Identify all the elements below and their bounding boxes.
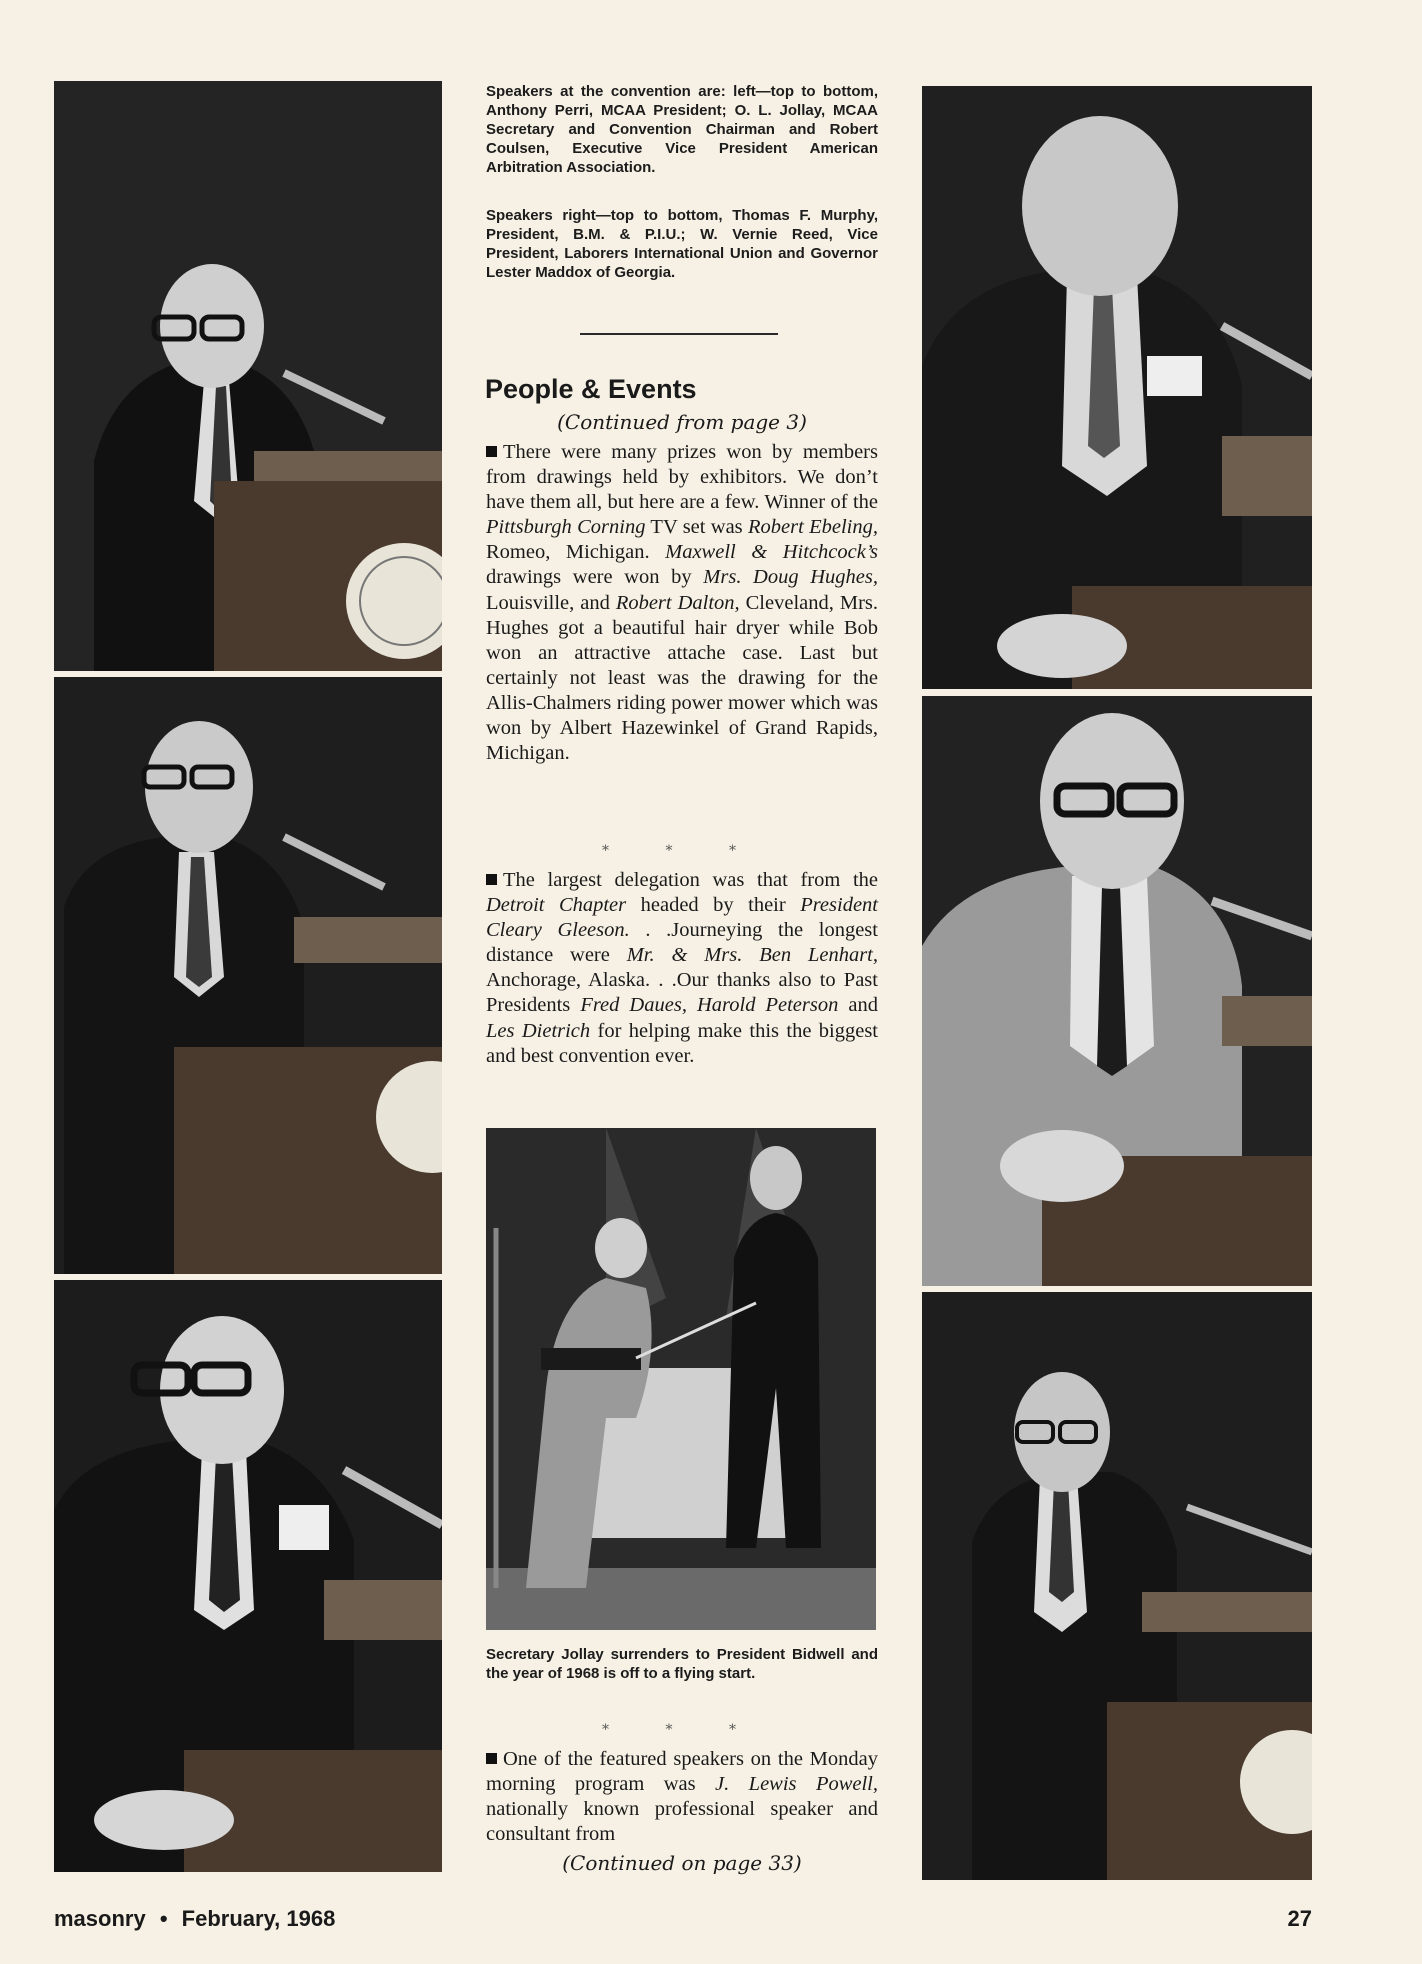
separator-stars: * * * <box>602 1722 762 1738</box>
paragraph-text <box>486 869 878 1067</box>
italic-run: Robert Ebeling, <box>747 516 878 539</box>
continued-on: (Continued on page 33) <box>562 1851 802 1875</box>
photo-speaker-perri <box>54 81 442 671</box>
separator-stars: * * * <box>602 843 762 859</box>
italic-run: J. Lewis Powell, <box>715 1773 879 1796</box>
text-run: The largest delegation was that from the <box>503 869 878 891</box>
page-number: 27 <box>1287 1906 1312 1931</box>
photo-speaker-maddox <box>922 1292 1312 1880</box>
text-run: Cleveland, Mrs. Hughes got a beautiful hair dryer while Bob won an attractive attache case. Last but certainly not least was the drawing for the Allis-Chalmers riding power mower which was won by Albert Hazewinkel of Grand Rapids, Michigan. <box>486 591 878 765</box>
text-run: There were many prizes won by members from drawings held by exhibitors. We don’t have them all, but here are a few. Winner of the <box>486 441 878 514</box>
photo-jollay-bidwell <box>486 1128 876 1630</box>
italic-run: Fred Daues, Harold Peterson <box>580 994 839 1017</box>
photo-speaker-reed <box>922 696 1312 1286</box>
paragraph-text <box>486 441 878 764</box>
article-paragraph-prizes <box>486 440 878 766</box>
italic-run: Detroit Chapter <box>486 894 627 917</box>
caption-speakers-left: Speakers at the convention are: left—top to bottom, Anthony Perri, MCAA President; O. L. Jollay, MCAA Secretary and Convention Chairman and Robert Coulsen, Executive Vice President American Arbitration Association. <box>486 83 878 176</box>
bullet-icon <box>486 874 497 885</box>
text-run: and <box>838 994 878 1017</box>
italic-run: President Cleary Gleeson. <box>486 894 878 942</box>
text-run: TV set was <box>645 516 748 539</box>
photo-speaker-murphy <box>922 86 1312 689</box>
caption-center-photo: Secretary Jollay surrenders to President Bidwell and the year of 1968 is off to a flying start. <box>486 1646 878 1682</box>
photo-speaker-coulsen <box>54 1280 442 1872</box>
text-run: Anchorage, Alaska. . .Our thanks also to Past Presidents <box>486 969 878 1017</box>
publication-name: masonry <box>54 1906 146 1931</box>
italic-run: Les Dietrich <box>486 1019 591 1042</box>
text-run: nationally known professional speaker and consultant from <box>486 1798 878 1846</box>
photo-speaker-jollay <box>54 677 442 1274</box>
text-run: . .Journeying the longest distance were <box>486 919 878 967</box>
article-title: People & Events <box>485 374 697 404</box>
continued-from: (Continued from page 3) <box>557 410 807 434</box>
paragraph-text <box>486 1748 878 1845</box>
text-run: headed by their <box>626 894 801 917</box>
text-run: drawings were won by <box>486 566 704 589</box>
article-paragraph-delegation <box>486 868 878 1069</box>
italic-run: Mr. & Mrs. Ben Lenhart, <box>626 944 878 967</box>
text-run: for helping make this the biggest and best convention ever. <box>486 1019 878 1067</box>
article-paragraph-speakers <box>486 1747 878 1847</box>
italic-run: Pittsburgh Corning <box>486 516 646 539</box>
italic-run: Mrs. Doug Hughes, <box>703 566 878 589</box>
footer-left <box>54 1906 335 1932</box>
italic-run: Maxwell & Hitchcock’s <box>665 541 878 564</box>
footer-bullet: • <box>159 1906 168 1931</box>
text-run: One of the featured speakers on the Monday morning program was <box>486 1748 878 1796</box>
caption-speakers-right: Speakers right—top to bottom, Thomas F. Murphy, President, B.M. & P.I.U.; W. Vernie Reed, Vice President, Laborers International Union and Governor Lester Maddox of Georgia. <box>486 207 878 281</box>
bullet-icon <box>486 446 497 457</box>
issue-date: February, 1968 <box>181 1906 336 1931</box>
bullet-icon <box>486 1753 497 1764</box>
text-run: Romeo, Michigan. <box>486 541 666 564</box>
section-divider <box>580 333 778 335</box>
text-run: Louisville, and <box>486 591 616 614</box>
italic-run: Robert Dalton, <box>615 591 740 614</box>
